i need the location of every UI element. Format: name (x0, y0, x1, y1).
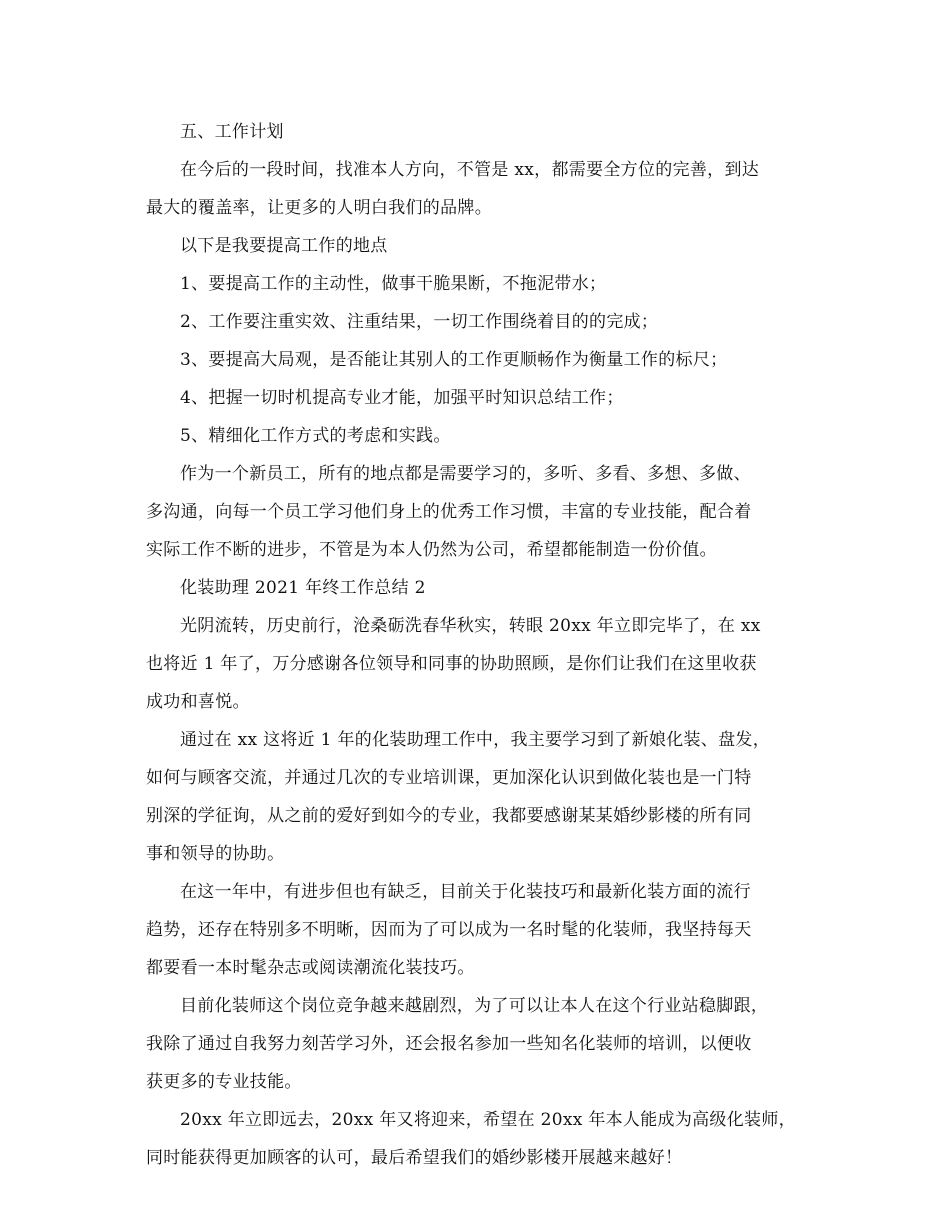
list-item (146, 303, 806, 341)
text-line: 2、工作要注重实效、注重结果，一切工作围绕着目的的完成； (180, 312, 659, 332)
text-line: 在这一年中，有进步但也有缺乏，目前关于化装技巧和最新化装方面的流行 (180, 882, 751, 902)
paragraph (146, 721, 806, 873)
document-body (146, 113, 806, 1177)
text-line: 获更多的专业技能。 (146, 1072, 302, 1092)
text-line: 20xx 年立即远去，20xx 年又将迎来，希望在 20xx 年本人能成为高级化装师， (180, 1110, 796, 1130)
text-line: 4、把握一切时机提高专业才能，加强平时知识总结工作； (180, 388, 624, 408)
text-line: 我除了通过自我努力刻苦学习外，还会报名参加一些知名化装师的培训，以便收 (146, 1034, 752, 1054)
text-line: 别深的学征询，从之前的爱好到如今的专业，我都要感谢某某婚纱影楼的所有同 (146, 806, 752, 826)
text-line: 如何与顾客交流，并通过几次的专业培训课，更加深化认识到做化装也是一门特 (146, 768, 752, 788)
text-line: 同时能获得更加顾客的认可，最后希望我们的婚纱影楼开展越来越好！ (146, 1148, 683, 1168)
text-line: 3、要提高大局观，是否能让其别人的工作更顺畅作为衡量工作的标尺； (180, 350, 728, 370)
text-line: 通过在 xx 这将近 1 年的化装助理工作中，我主要学习到了新娘化装、盘发， (180, 730, 771, 750)
text-line: 作为一个新员工，所有的地点都是需要学习的，多听、多看、多想、多做、 (180, 464, 751, 484)
text-line: 化装助理 2021 年终工作总结 2 (180, 578, 426, 598)
text-line: 在今后的一段时间，找准本人方向，不管是 xx，都需要全方位的完善，到达 (180, 160, 760, 180)
paragraph (146, 227, 806, 265)
text-line: 都要看一本时髦杂志或阅读潮流化装技巧。 (146, 958, 475, 978)
paragraph (146, 607, 806, 721)
text-line: 5、精细化工作方式的考虑和实践。 (180, 426, 451, 446)
text-line: 成功和喜悦。 (146, 692, 250, 712)
text-line: 也将近 1 年了，万分感谢各位领导和同事的协助照顾，是你们让我们在这里收获 (146, 654, 757, 674)
text-line: 以下是我要提高工作的地点 (180, 236, 388, 256)
text-line: 光阴流转，历史前行，沧桑砺洗春华秋实，转眼 20xx 年立即完毕了，在 xx (180, 616, 761, 636)
paragraph (146, 1101, 806, 1177)
section-heading-work-plan (146, 113, 806, 151)
text-line: 最大的覆盖率，让更多的人明白我们的品牌。 (146, 198, 492, 218)
paragraph (146, 873, 806, 987)
text-line: 趋势，还存在特别多不明晰，因而为了可以成为一名时髦的化装师，我坚持每天 (146, 920, 752, 940)
list-item (146, 417, 806, 455)
text-line: 五、工作计划 (180, 122, 284, 142)
list-item (146, 341, 806, 379)
text-line: 多沟通，向每一个员工学习他们身上的优秀工作习惯，丰富的专业技能，配合着 (146, 502, 752, 522)
paragraph (146, 987, 806, 1101)
list-item (146, 265, 806, 303)
list-item (146, 379, 806, 417)
paragraph (146, 455, 806, 569)
paragraph (146, 151, 806, 227)
section-heading-summary-2 (146, 569, 806, 607)
text-line: 实际工作不断的进步，不管是为本人仍然为公司，希望都能制造一份价值。 (146, 540, 717, 560)
text-line: 1、要提高工作的主动性，做事干脆果断，不拖泥带水； (180, 274, 607, 294)
text-line: 目前化装师这个岗位竞争越来越剧烈，为了可以让本人在这个行业站稳脚跟， (180, 996, 769, 1016)
text-line: 事和领导的协助。 (146, 844, 285, 864)
